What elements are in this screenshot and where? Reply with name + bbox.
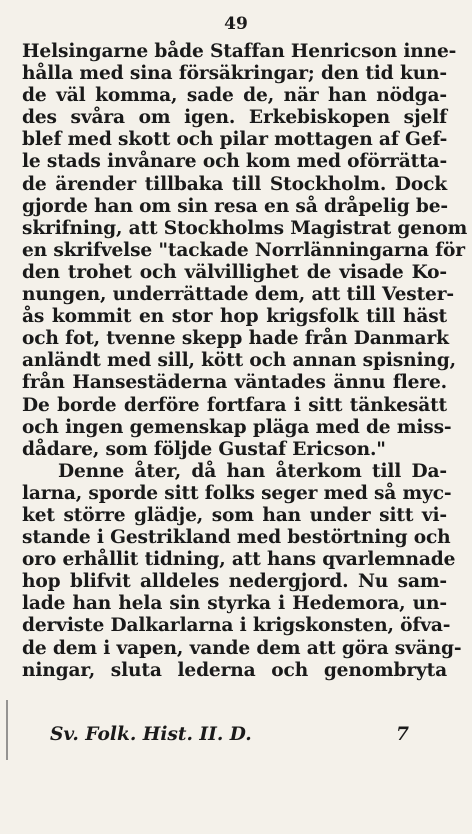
text-line: och ingen gemenskap pläga med de miss- xyxy=(22,416,452,438)
text-line: en skrifvelse "tackade Norrlänningarna för xyxy=(22,239,465,261)
text-line: ket större glädje, som han under sitt vi- xyxy=(22,504,447,526)
text-line: dådare, som följde Gustaf Ericson." xyxy=(22,438,386,460)
text-line: den trohet och välvillighet de visade Ko- xyxy=(22,261,447,283)
text-line: ningar, sluta lederna och genombryta xyxy=(22,659,447,681)
running-footer: Sv. Folk. Hist. II. D. xyxy=(50,724,252,745)
text-line: De borde derföre fortfara i sitt tänkesätt xyxy=(22,394,447,416)
text-line: blef med skott och pilar mottagen af Gef- xyxy=(22,129,448,151)
text-line: från Hansestäderna väntades ännu flere. xyxy=(22,372,447,394)
text-line: des svåra om igen. Erkebiskopen sjelf xyxy=(22,107,447,129)
text-line: gjorde han om sin resa en så dråpelig be- xyxy=(22,195,448,217)
text-line: skrifning, att Stockholms Magistrat genom xyxy=(22,217,468,239)
text-line: stande i Gestrikland med bestörtning och xyxy=(22,527,451,549)
page-number: 49 xyxy=(224,14,248,34)
page-edge-mark xyxy=(6,700,8,760)
text-line: anländt med sill, kött och annan spisning, xyxy=(22,350,456,372)
text-line: Helsingarne både Staffan Henricson inne- xyxy=(22,41,457,62)
text-line: och fot, tvenne skepp hade från Danmark xyxy=(22,328,449,350)
text-line: hop blifvit alldeles nedergjord. Nu sam- xyxy=(22,571,447,593)
text-line: ås kommit en stor hop krigsfolk till häst xyxy=(22,306,447,328)
text-line: nungen, underrättade dem, att till Vester- xyxy=(22,284,454,306)
body-text xyxy=(22,41,468,682)
text-line: lade han hela sin styrka i Hedemora, un- xyxy=(22,593,447,615)
signature-mark: 7 xyxy=(396,724,409,745)
text-line: oro erhållit tidning, att hans qvarlemnade xyxy=(22,549,456,571)
text-line: de väl komma, sade de, när han nödga- xyxy=(22,85,447,107)
text-line: le stads invånare och kom med oförrätta- xyxy=(22,151,448,173)
text-line: de dem i vapen, vande dem att göra sväng- xyxy=(22,637,462,659)
text-line: Denne åter, då han återkom till Da- xyxy=(58,460,447,482)
text-line: larna, sporde sitt folks seger med så myc- xyxy=(22,482,452,504)
text-line: hålla med sina försäkringar; den tid kun- xyxy=(22,63,447,85)
text-line: de ärender tillbaka till Stockholm. Dock xyxy=(22,173,447,195)
text-line: derviste Dalkarlarna i krigskonsten, öfva- xyxy=(22,615,451,637)
